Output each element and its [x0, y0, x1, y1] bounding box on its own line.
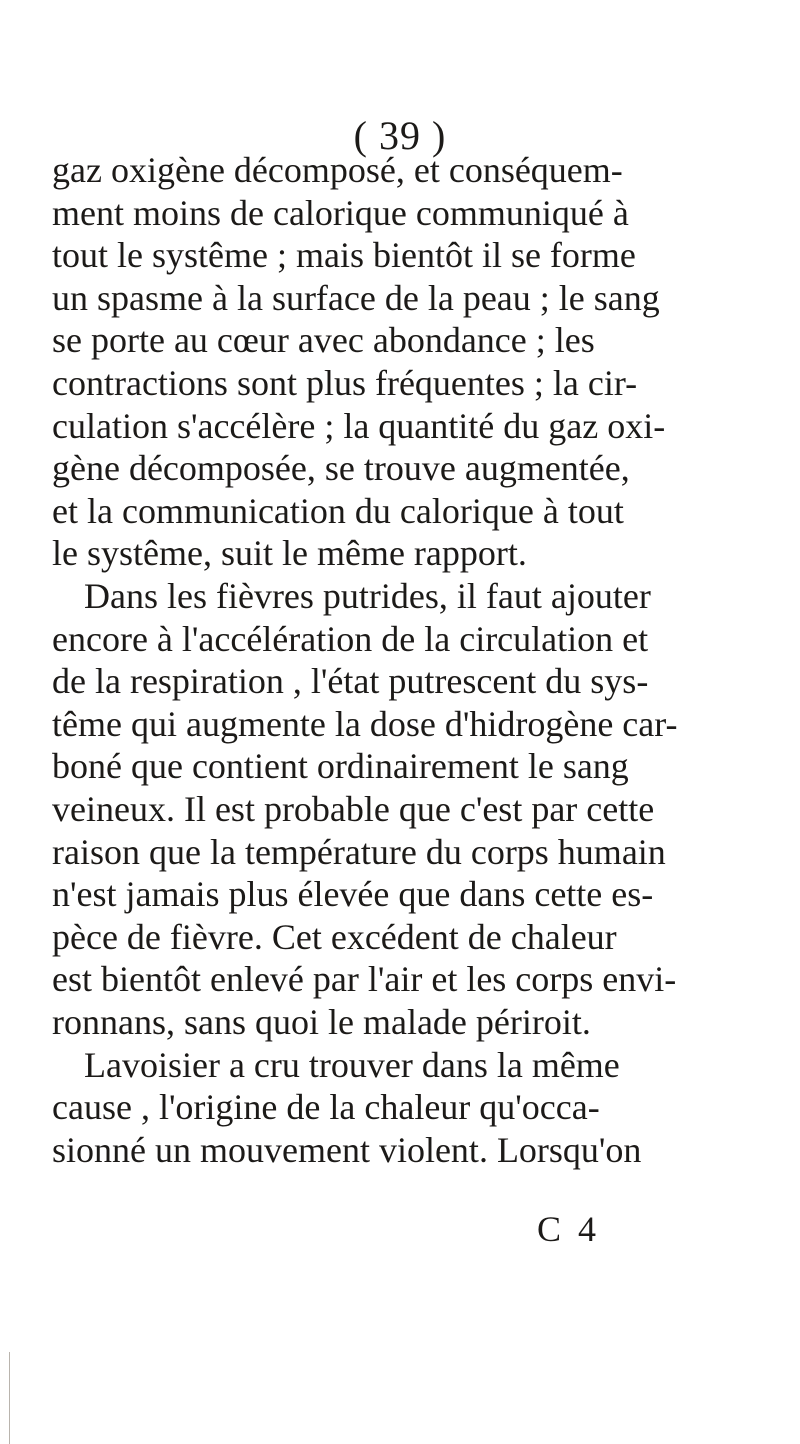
- text-line: gaz oxigène décomposé, et conséquem-: [52, 150, 623, 190]
- text-line: ronnans, sans quoi le malade périroit.: [52, 1002, 591, 1042]
- text-line: ment moins de calorique communiqué à: [52, 192, 629, 233]
- text-line: est bientôt enlevé par l'air et les corps envi-: [52, 959, 677, 1000]
- text-line: sionné un mouvement violent. Lorsqu'on: [52, 1129, 642, 1170]
- text-line: tême qui augmente la dose d'hidrogène car-: [52, 703, 678, 744]
- text-line: tout le systême ; mais bientôt il se forme: [52, 235, 636, 276]
- text-line: et la communication du calorique à tout: [52, 490, 624, 531]
- signature-mark: C 4: [537, 1209, 601, 1249]
- text-line: encore à l'accélération de la circulation et: [52, 618, 649, 659]
- margin-rule: [9, 1352, 10, 1444]
- text-line: de la respiration , l'état putrescent du sys-: [52, 661, 649, 702]
- text-line: se porte au cœur avec abondance ; les: [52, 320, 595, 361]
- text-line: pèce de fièvre. Cet excédent de chaleur: [52, 916, 617, 957]
- text-line: cause , l'origine de la chaleur qu'occa-: [52, 1087, 600, 1128]
- text-line: un spasme à la surface de la peau ; le sang: [52, 277, 660, 318]
- text-line: gène décomposée, se trouve augmentée,: [52, 448, 630, 489]
- text-line: contractions sont plus fréquentes ; la cir-: [52, 363, 638, 403]
- text-line: boné que contient ordinairement le sang: [52, 746, 629, 787]
- page-number: ( 39 ): [353, 113, 447, 158]
- text-line: veineux. Il est probable que c'est par cette: [52, 789, 655, 829]
- text-line: culation s'accélère ; la quantité du gaz oxi-: [52, 405, 666, 446]
- text-line: le systême, suit le même rapport.: [52, 533, 527, 574]
- text-line: Dans les fièvres putrides, il faut ajouter: [84, 576, 651, 616]
- text-line: Lavoisier a cru trouver dans la même: [84, 1044, 620, 1085]
- text-line: raison que la température du corps humain: [52, 831, 666, 872]
- text-line: n'est jamais plus élevée que dans cette es-: [52, 874, 654, 915]
